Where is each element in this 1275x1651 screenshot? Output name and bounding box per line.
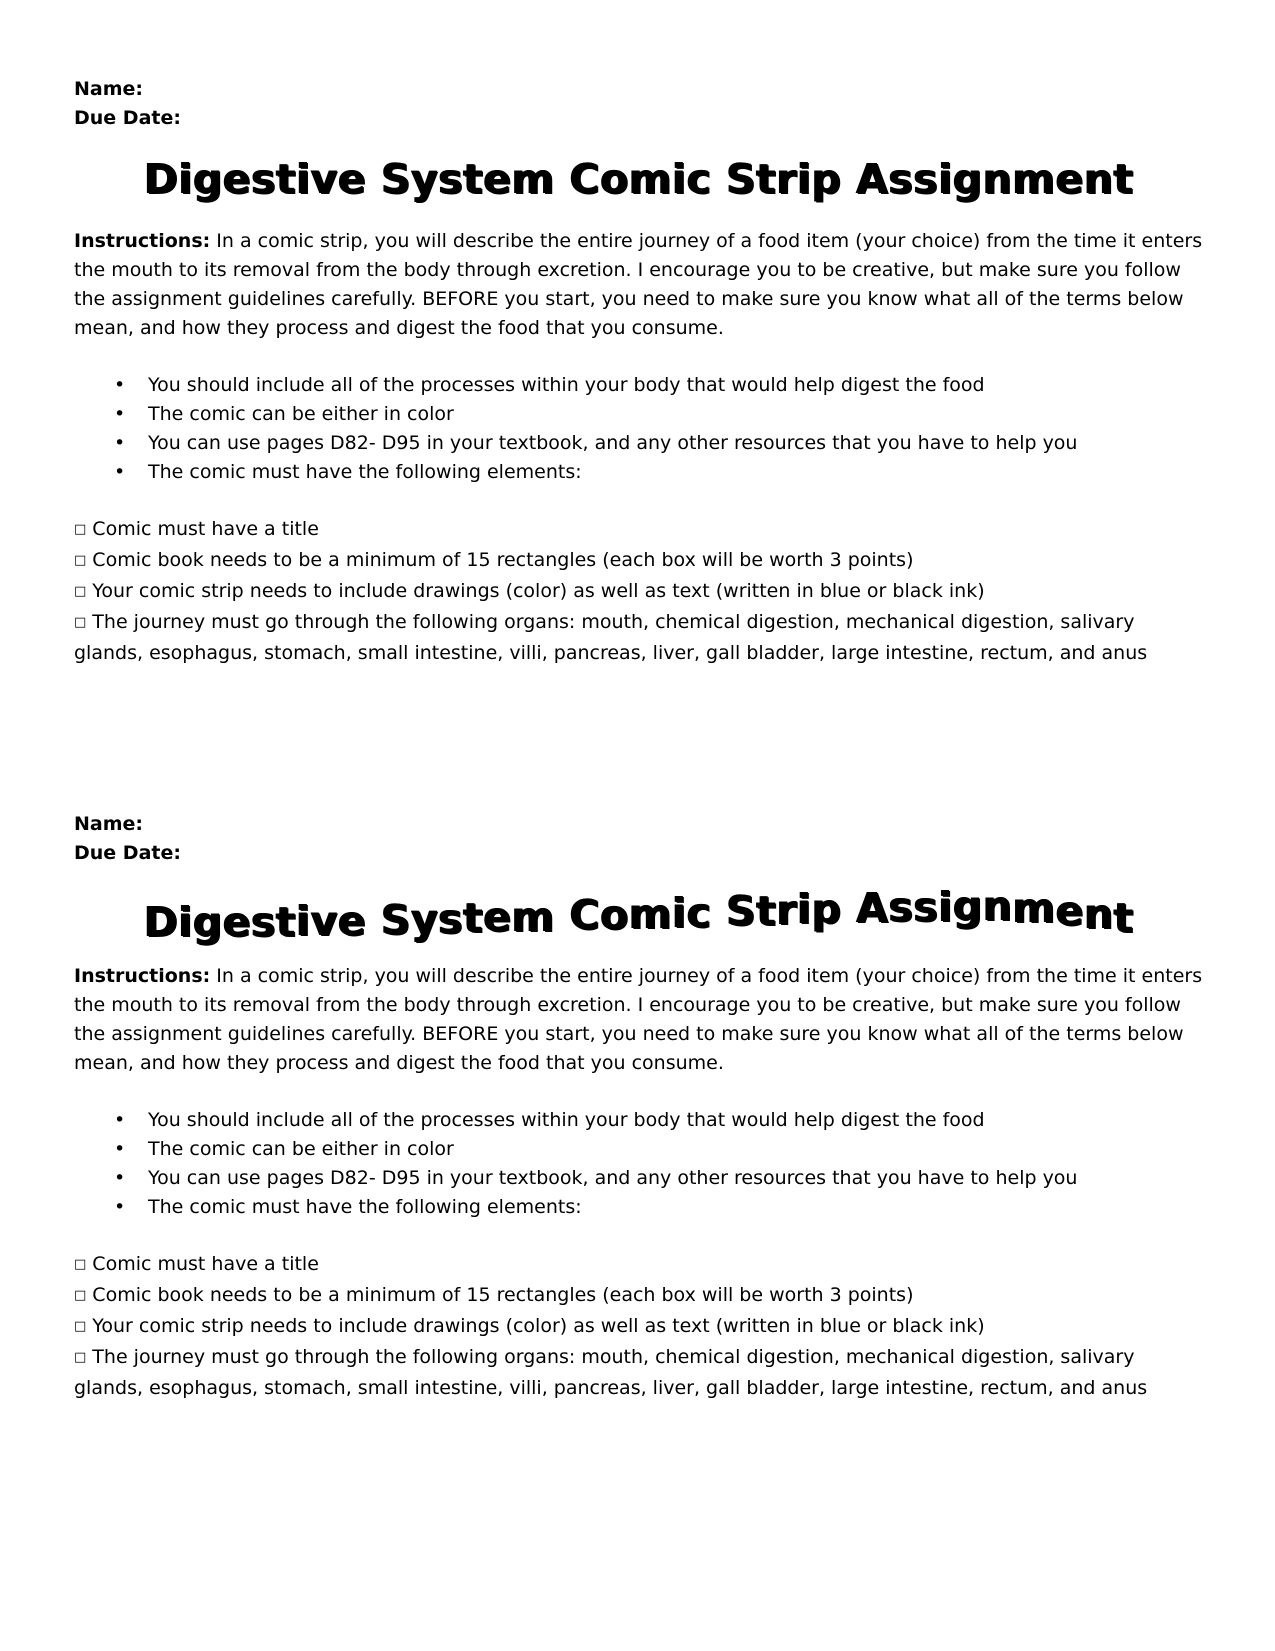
instructions-label: Instructions: (74, 965, 211, 987)
instructions-text: In a comic strip, you will describe the entire journey of a food item (your choice) from the time it enters the mouth to its removal from the body through excretion. I encourage you to be creative, but make sure you follow the assignment guidelines carefully. BEFORE you start, you need to make sure you know what all of the terms below mean, and how they process and digest the food that you consume. (74, 965, 1203, 1074)
checklist-item: □ The journey must go through the following organs: mouth, chemical digestion, mechanical digestion, salivary glands, esophagus, stomach, small intestine, villi, pancreas, liver, gall bladder, large intestine, rectum, and anus (74, 1346, 1148, 1399)
due-date-label: Due Date: (74, 842, 181, 864)
bullet-item: • You should include all of the processes within your body that would help digest the food (148, 371, 1204, 400)
requirements-checklist (74, 1250, 1204, 1403)
guideline-bullets (74, 1106, 1204, 1222)
bullet-item: • The comic must have the following elements: (148, 1193, 1204, 1222)
checklist-item: □ Comic book needs to be a minimum of 15 rectangles (each box will be worth 3 points) (74, 549, 914, 571)
instructions-paragraph (74, 962, 1204, 1078)
name-label: Name: (74, 813, 144, 835)
checklist-item: □ Comic must have a title (74, 518, 319, 540)
instructions-label: Instructions: (74, 230, 211, 252)
checkbox-icon: □ (74, 584, 87, 599)
handout-bottom (74, 810, 1204, 1403)
guideline-bullets (74, 371, 1204, 487)
requirements-checklist (74, 515, 1204, 668)
checkbox-icon: □ (74, 615, 87, 630)
name-label: Name: (74, 78, 144, 100)
checklist-item: □ The journey must go through the following organs: mouth, chemical digestion, mechanical digestion, salivary glands, esophagus, stomach, small intestine, villi, pancreas, liver, gall bladder, large intestine, rectum, and anus (74, 611, 1148, 664)
bullet-item: • You can use pages D82- D95 in your textbook, and any other resources that you have to help you (148, 429, 1204, 458)
bullet-item: • The comic can be either in color (148, 1135, 1204, 1164)
bullet-item: • The comic can be either in color (148, 400, 1204, 429)
due-date-label: Due Date: (74, 107, 181, 129)
checkbox-icon: □ (74, 522, 87, 537)
checkbox-icon: □ (74, 1288, 87, 1303)
checkbox-icon: □ (74, 1350, 87, 1365)
handout-top (74, 75, 1204, 668)
bullet-item: • You can use pages D82- D95 in your textbook, and any other resources that you have to help you (148, 1164, 1204, 1193)
checklist-item: □ Comic must have a title (74, 1253, 319, 1275)
checklist-item: □ Comic book needs to be a minimum of 15 rectangles (each box will be worth 3 points) (74, 1284, 914, 1306)
checklist-item: □ Your comic strip needs to include drawings (color) as well as text (written in blue or black ink) (74, 580, 985, 602)
checkbox-icon: □ (74, 1257, 87, 1272)
instructions-text: In a comic strip, you will describe the entire journey of a food item (your choice) from the time it enters the mouth to its removal from the body through excretion. I encourage you to be creative, but make sure you follow the assignment guidelines carefully. BEFORE you start, you need to make sure you know what all of the terms below mean, and how they process and digest the food that you consume. (74, 230, 1203, 339)
assignment-title-wavy: Digestive System Comic Strip Assignment (143, 882, 1135, 946)
assignment-title: Digestive System Comic Strip Assignment (144, 155, 1134, 203)
checkbox-icon: □ (74, 553, 87, 568)
bullet-item: • The comic must have the following elements: (148, 458, 1204, 487)
instructions-paragraph (74, 227, 1204, 343)
checklist-item: □ Your comic strip needs to include drawings (color) as well as text (written in blue or black ink) (74, 1315, 985, 1337)
bullet-item: • You should include all of the processes within your body that would help digest the food (148, 1106, 1204, 1135)
checkbox-icon: □ (74, 1319, 87, 1334)
